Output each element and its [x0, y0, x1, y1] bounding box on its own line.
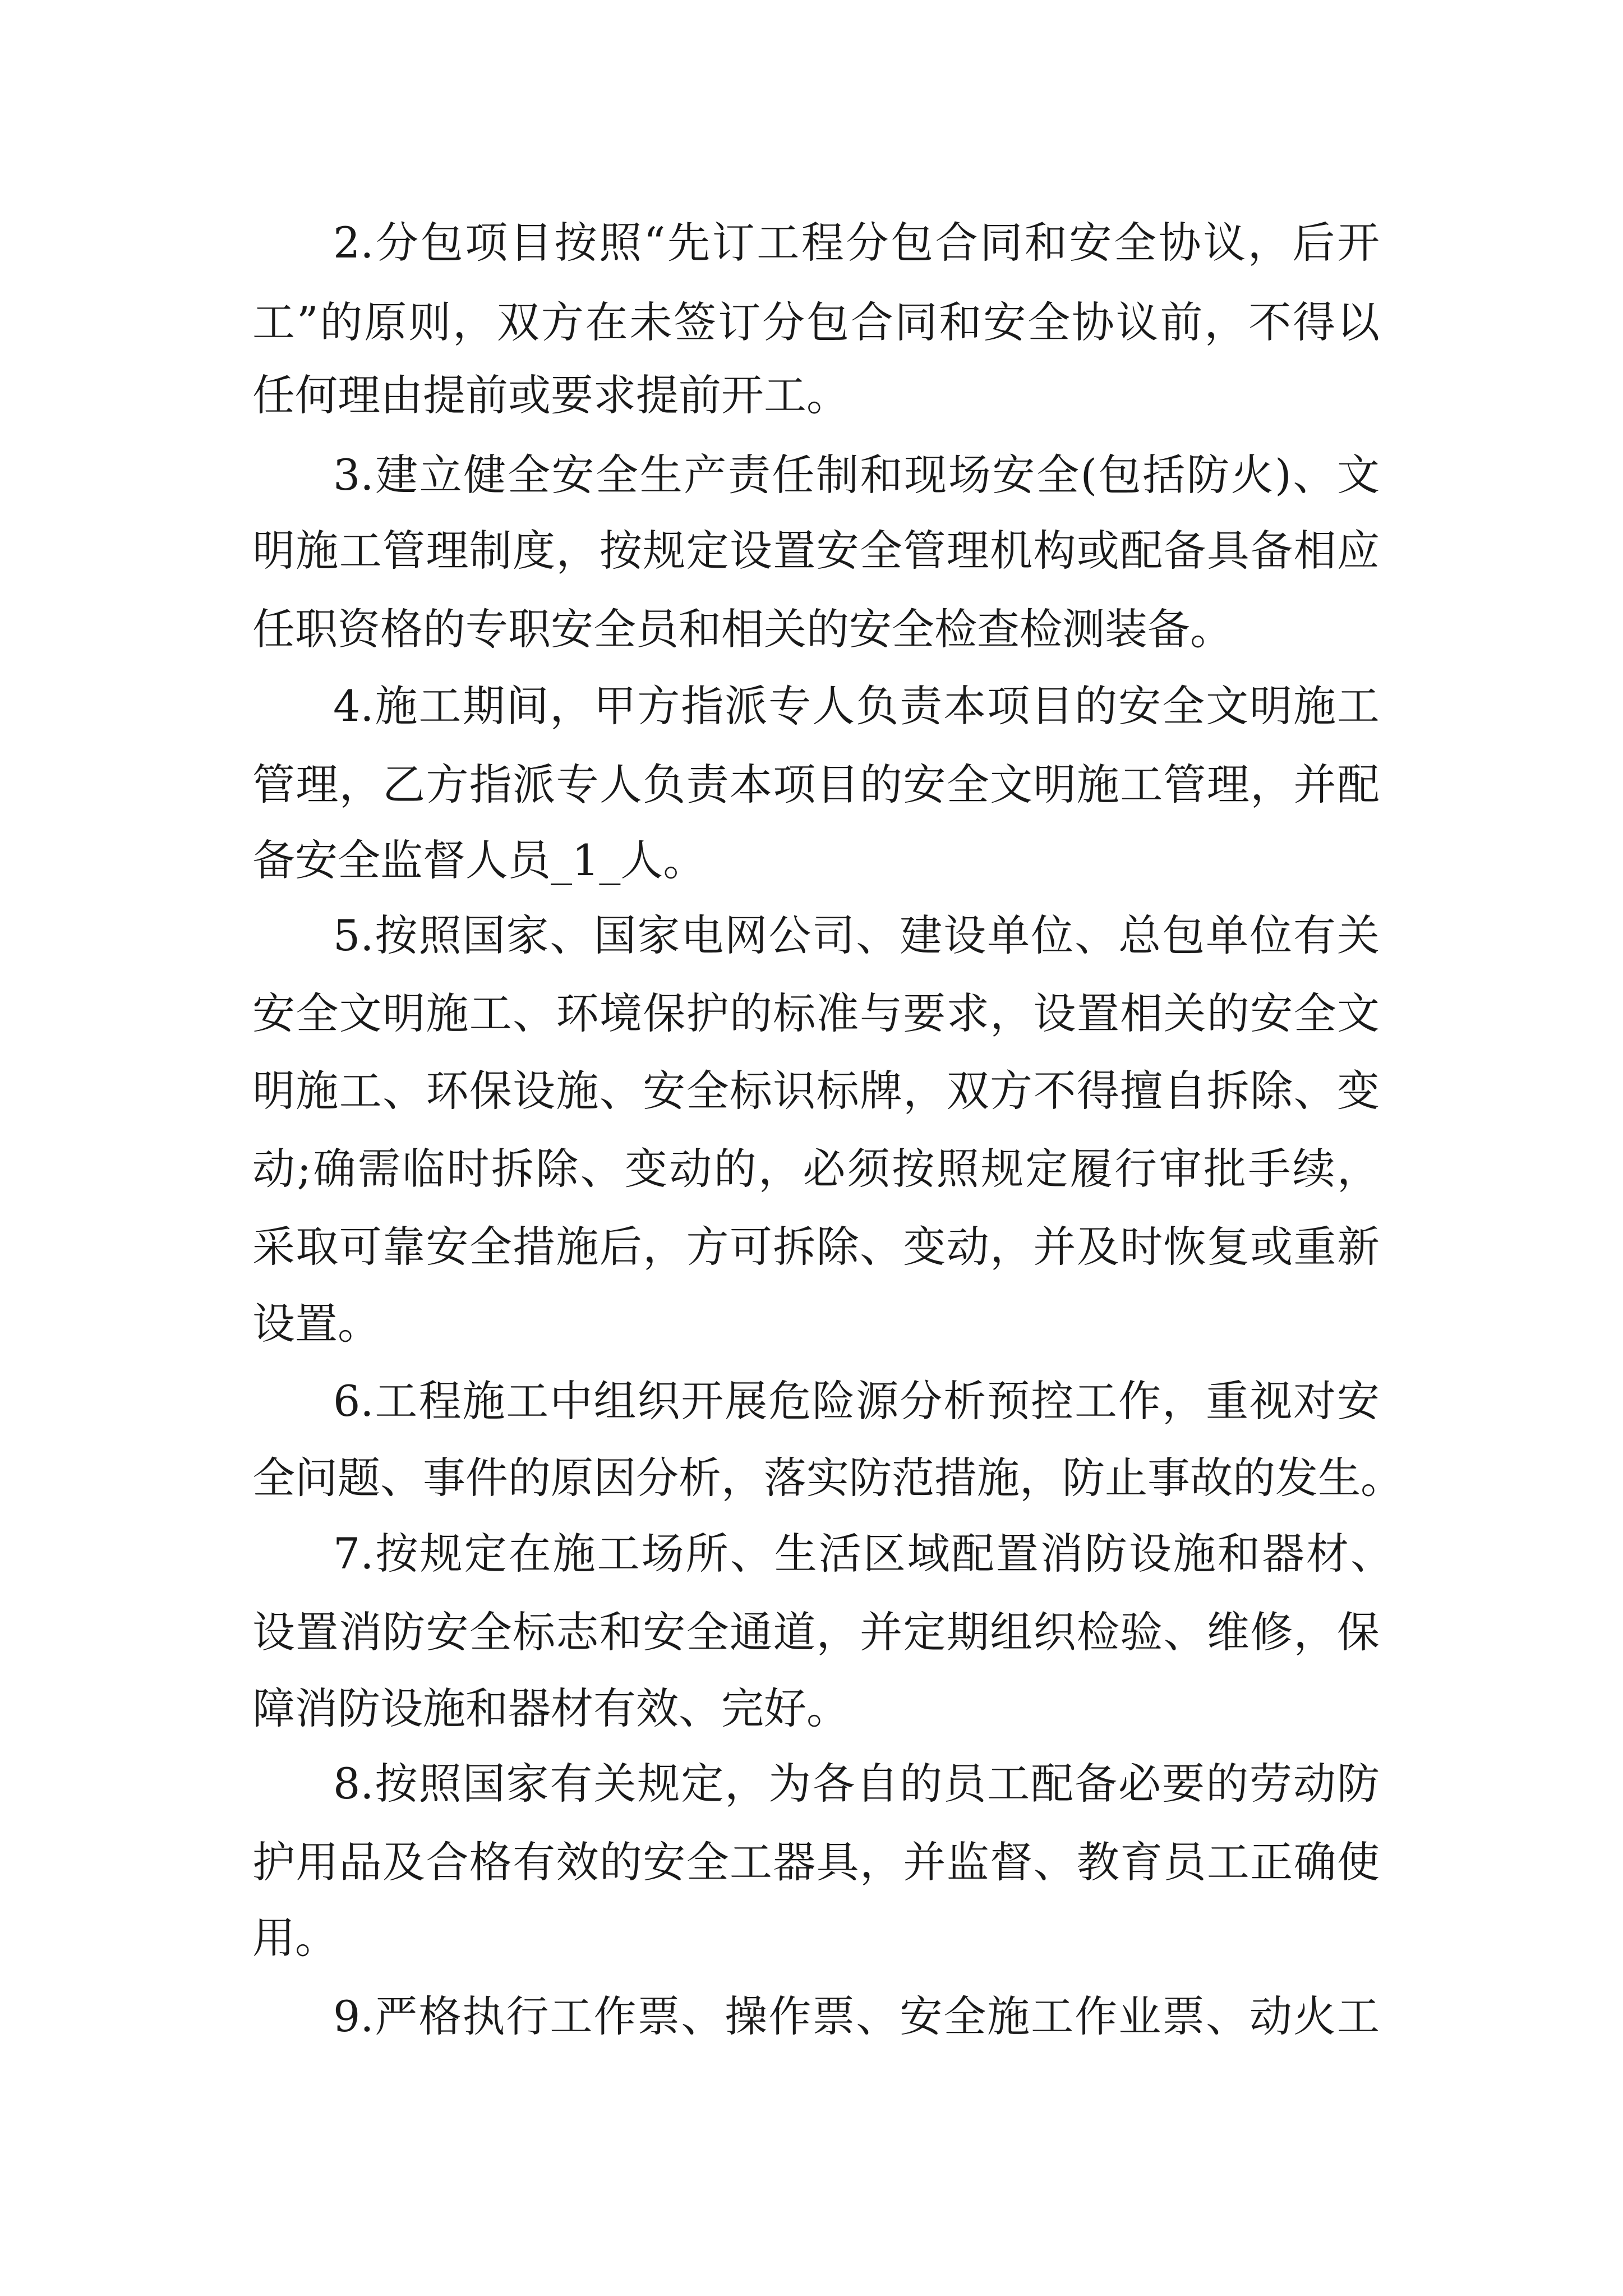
paragraph-5-line-3: 明施工、环保设施、安全标识标牌，双方不得擅自拆除、变: [252, 1066, 1380, 1116]
paragraph-9-line-1: 9.严格执行工作票、操作票、安全施工作业票、动火工: [333, 1991, 1380, 2041]
paragraph-7-line-1: 7.按规定在施工场所、生活区域配置消防设施和器材、: [333, 1529, 1393, 1579]
paragraph-2-line-3: 任何理由提前或要求提前开工。: [252, 370, 849, 420]
paragraph-7-line-3: 障消防设施和器材有效、完好。: [252, 1683, 849, 1733]
paragraph-2-line-1: 2.分包项目按照“先订工程分包合同和安全协议，后开: [333, 218, 1380, 268]
paragraph-3-line-2: 明施工管理制度，按规定设置安全管理机构或配备具备相应: [252, 526, 1380, 576]
paragraph-4-line-1: 4.施工期间，甲方指派专人负责本项目的安全文明施工: [333, 681, 1380, 731]
paragraph-7-line-2: 设置消防安全标志和安全通道，并定期组织检验、维修，保: [252, 1607, 1380, 1657]
paragraph-3-line-1: 3.建立健全安全生产责任制和现场安全(包括防火)、文: [333, 450, 1380, 500]
paragraph-5-line-4: 动;确需临时拆除、变动的，必须按照规定履行审批手续，: [252, 1144, 1380, 1194]
paragraph-4-line-2: 管理，乙方指派专人负责本项目的安全文明施工管理，并配: [252, 760, 1380, 809]
paragraph-5-line-2: 安全文明施工、环境保护的标准与要求，设置相关的安全文: [252, 988, 1380, 1038]
paragraph-6-line-1: 6.工程施工中组织开展危险源分析预控工作，重视对安: [333, 1376, 1380, 1426]
paragraph-5-line-6: 设置。: [252, 1299, 380, 1349]
paragraph-8-line-1: 8.按照国家有关规定，为各自的员工配备必要的劳动防: [333, 1759, 1380, 1809]
paragraph-5-line-5: 采取可靠安全措施后，方可拆除、变动，并及时恢复或重新: [252, 1222, 1380, 1272]
paragraph-8-line-3: 用。: [252, 1913, 338, 1963]
paragraph-3-line-3: 任职资格的专职安全员和相关的安全检查检测装备。: [252, 604, 1233, 654]
paragraph-4-line-3: 备安全监督人员_1_人。: [252, 835, 706, 885]
paragraph-2-line-2: 工”的原则，双方在未签订分包合同和安全协议前，不得以: [252, 297, 1380, 347]
paragraph-8-line-2: 护用品及合格有效的安全工器具，并监督、教育员工正确使: [252, 1837, 1380, 1887]
paragraph-5-line-1: 5.按照国家、国家电网公司、建设单位、总包单位有关: [333, 910, 1380, 960]
paragraph-6-line-2: 全问题、事件的原因分析，落实防范措施，防止事故的发生。: [252, 1453, 1403, 1503]
